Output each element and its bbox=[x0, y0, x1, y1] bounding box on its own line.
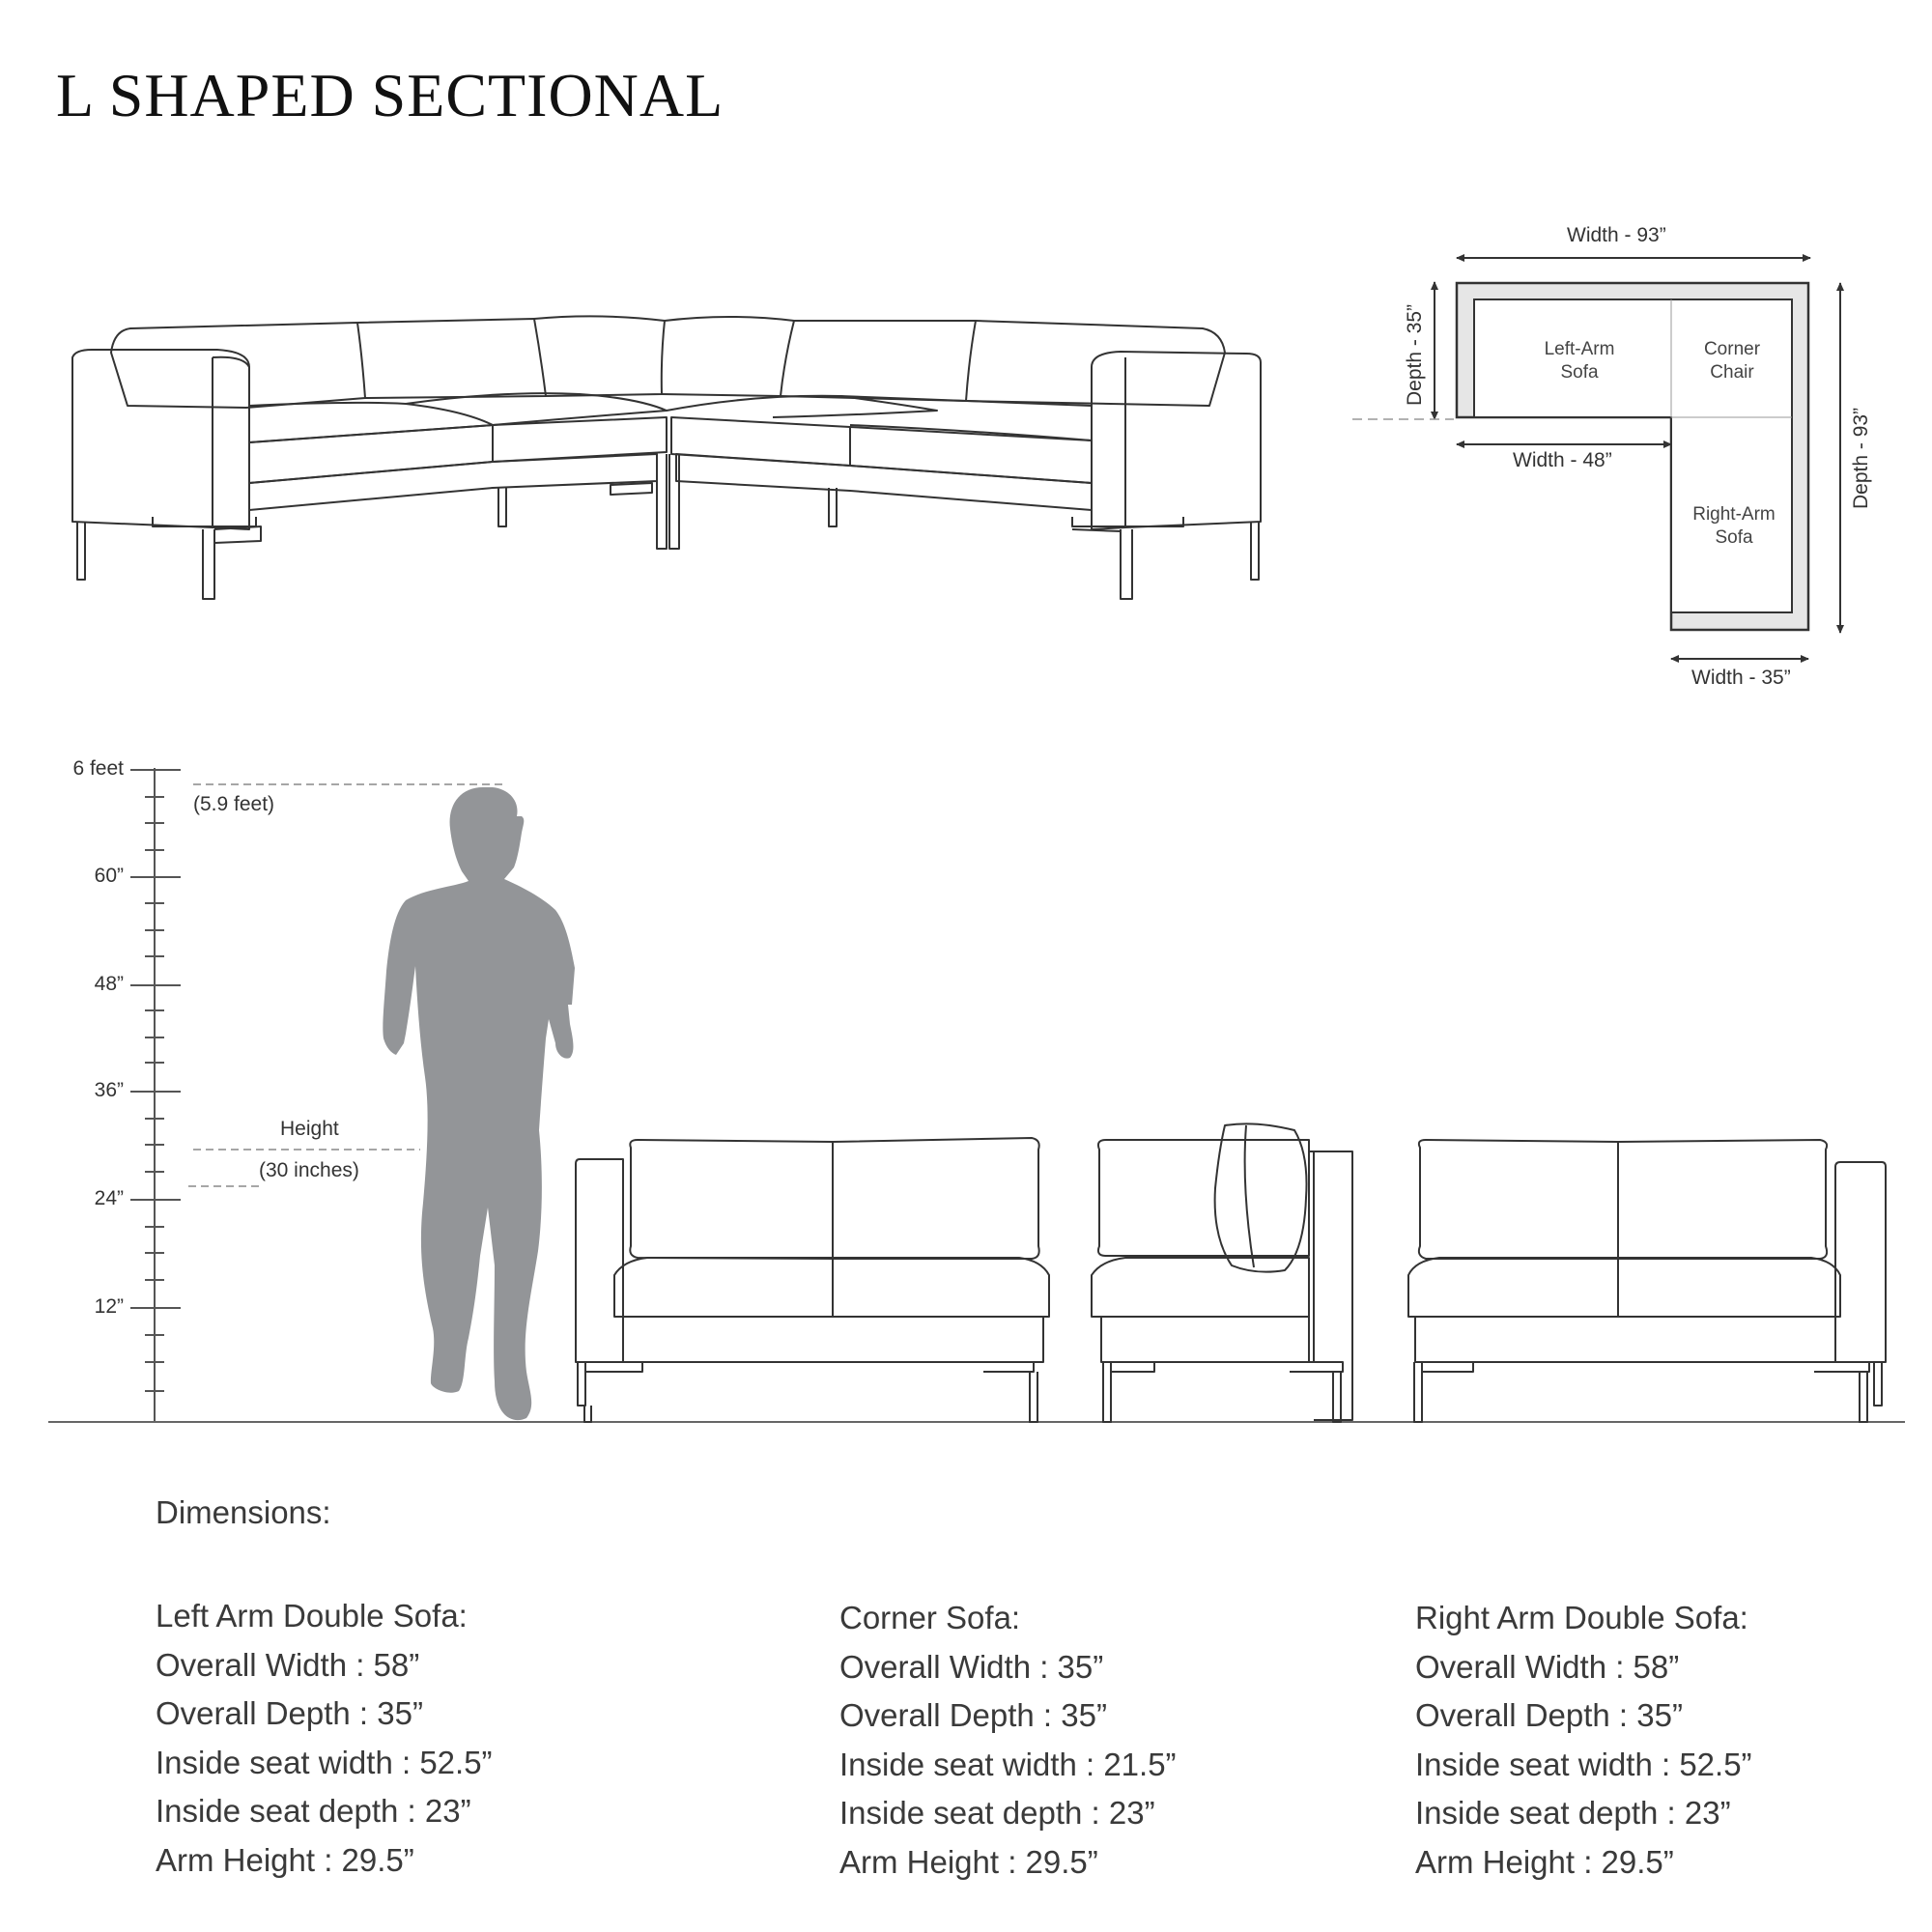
scale-label-6-feet: 6 feet bbox=[72, 757, 124, 780]
spec-depth: Overall Depth : 35” bbox=[156, 1695, 423, 1731]
corner-sofa-specs bbox=[839, 1594, 1177, 1887]
spec-seat-depth: Inside seat depth : 23” bbox=[1415, 1795, 1731, 1831]
sofa-height-value: (30 inches) bbox=[259, 1159, 359, 1181]
spec-depth: Overall Depth : 35” bbox=[839, 1697, 1107, 1733]
depth-93-label: Depth - 93” bbox=[1850, 407, 1872, 509]
scale-label-48: 48” bbox=[94, 973, 124, 995]
spec-arm-height: Arm Height : 29.5” bbox=[1415, 1843, 1674, 1880]
spec-arm-height: Arm Height : 29.5” bbox=[156, 1841, 414, 1878]
left-arm-sofa-specs bbox=[156, 1592, 493, 1885]
scale-label-24: 24” bbox=[94, 1187, 124, 1209]
spec-seat-depth: Inside seat depth : 23” bbox=[156, 1793, 471, 1829]
left-arm-sofa-side bbox=[576, 1138, 1049, 1422]
person-silhouette bbox=[383, 787, 575, 1420]
scale-label-36: 36” bbox=[94, 1079, 124, 1101]
spec-depth: Overall Depth : 35” bbox=[1415, 1697, 1683, 1733]
sectional-perspective-drawing bbox=[72, 316, 1261, 599]
spec-seat-width: Inside seat width : 52.5” bbox=[1415, 1746, 1752, 1782]
spec-name: Left Arm Double Sofa: bbox=[156, 1598, 468, 1634]
height-scale bbox=[48, 768, 1905, 1422]
scale-label-60: 60” bbox=[94, 865, 124, 887]
spec-seat-depth: Inside seat depth : 23” bbox=[839, 1795, 1155, 1831]
dimensions-heading: Dimensions: bbox=[156, 1494, 331, 1530]
right-arm-sofa-plan-label: Right-Arm Sofa bbox=[1692, 504, 1776, 548]
right-arm-sofa-specs bbox=[1415, 1594, 1752, 1887]
spec-width: Overall Width : 58” bbox=[1415, 1648, 1680, 1685]
right-arm-sofa-side bbox=[1408, 1140, 1886, 1422]
sofa-height-label: Height bbox=[280, 1118, 339, 1140]
corner-sofa-side bbox=[1092, 1123, 1352, 1422]
person-height-label: (5.9 feet) bbox=[193, 793, 275, 815]
width-35-label: Width - 35” bbox=[1691, 667, 1791, 689]
left-arm-sofa-plan-label: Left-Arm Sofa bbox=[1544, 339, 1615, 383]
width-93-label: Width - 93” bbox=[1567, 224, 1666, 246]
width-48-label: Width - 48” bbox=[1513, 449, 1612, 471]
page-title: L SHAPED SECTIONAL bbox=[56, 61, 724, 129]
depth-35-label: Depth - 35” bbox=[1404, 303, 1426, 406]
spec-name: Corner Sofa: bbox=[839, 1600, 1021, 1635]
corner-chair-plan-label: Corner Chair bbox=[1703, 339, 1761, 383]
spec-seat-width: Inside seat width : 21.5” bbox=[839, 1746, 1177, 1782]
scale-label-12: 12” bbox=[94, 1295, 124, 1318]
spec-arm-height: Arm Height : 29.5” bbox=[839, 1843, 1098, 1880]
spec-width: Overall Width : 35” bbox=[839, 1648, 1104, 1685]
spec-name: Right Arm Double Sofa: bbox=[1415, 1600, 1748, 1635]
spec-width: Overall Width : 58” bbox=[156, 1646, 420, 1683]
spec-seat-width: Inside seat width : 52.5” bbox=[156, 1744, 493, 1780]
